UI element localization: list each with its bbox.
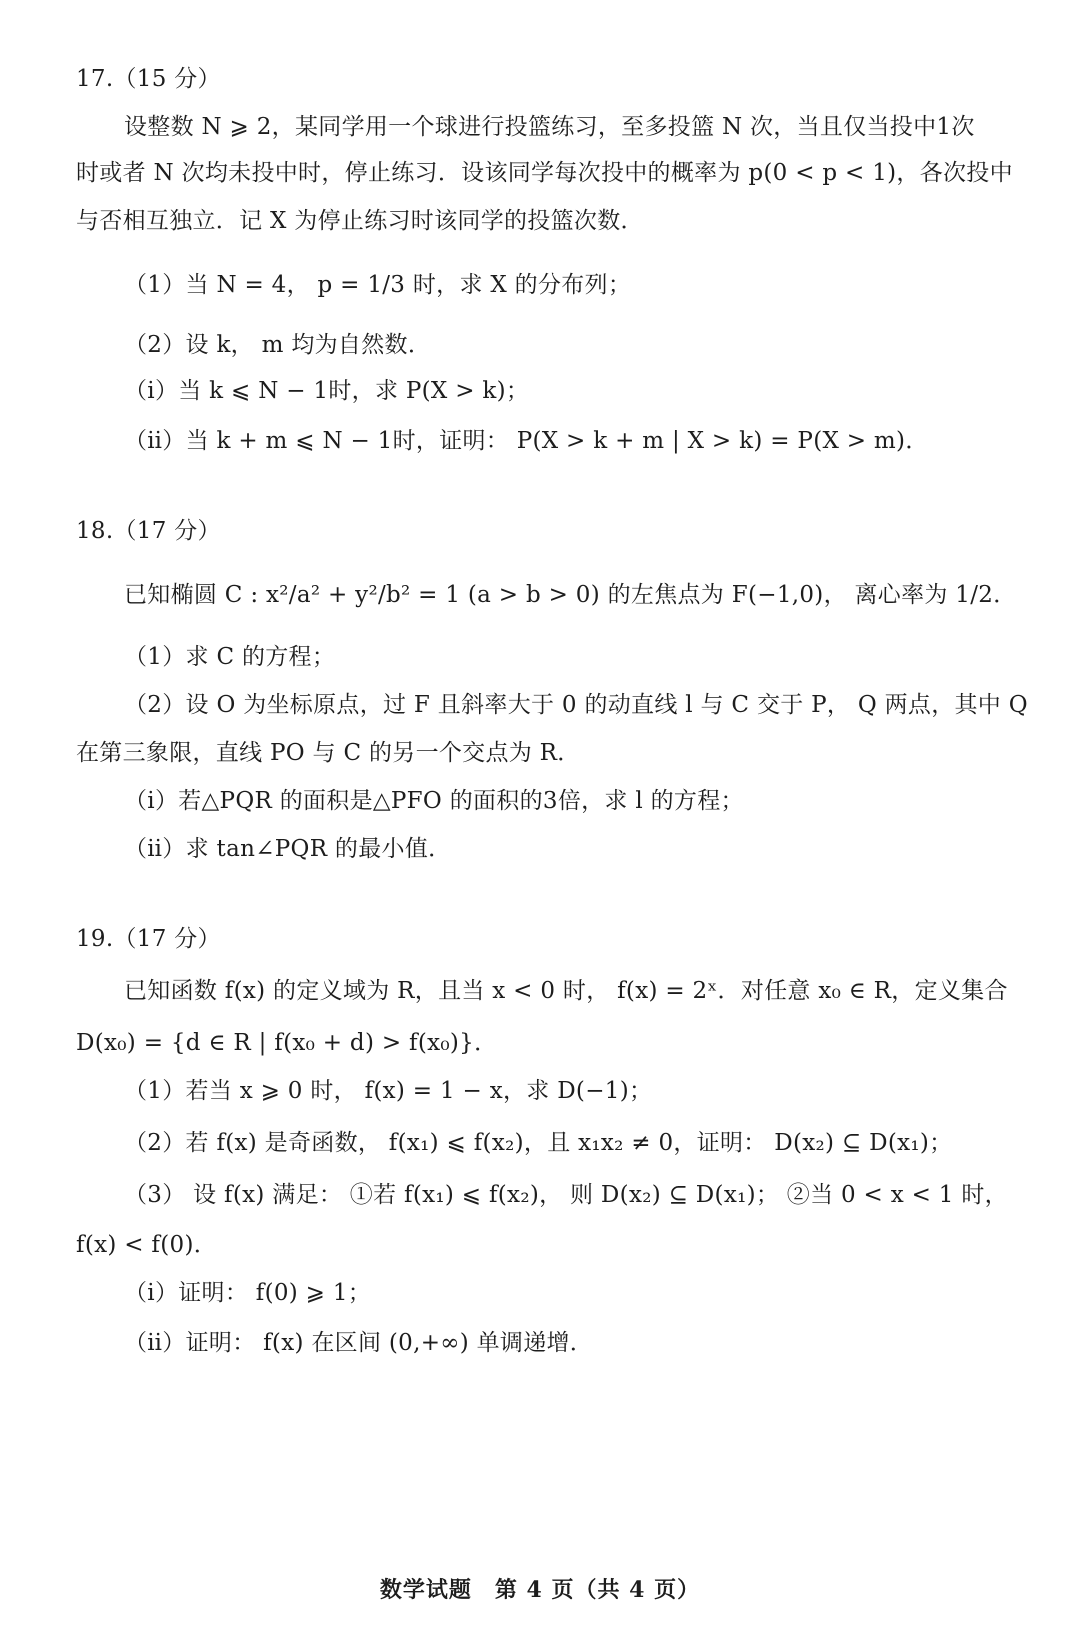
problem-17-part-1: （1）当 N = 4， p = 1/3 时，求 X 的分布列； xyxy=(124,272,632,298)
problem-17-stem-line: 时或者 N 次均未投中时，停止练习．设该同学每次投中的概率为 p(0 < p < 1)，各次投中 xyxy=(76,160,1013,186)
problem-19-part-2: （2）若 f(x) 是奇函数， f(x₁) ⩽ f(x₂)，且 x₁x₂ ≠ 0，证明： D(x₂) ⊆ D(x₁)； xyxy=(124,1130,953,1156)
page-footer: 数学试题 第 4 页（共 4 页） xyxy=(379,1577,701,1603)
problem-19-stem-line: 已知函数 f(x) 的定义域为 R，且当 x < 0 时， f(x) = 2ˣ．对任意 x₀ ∈ R，定义集合 xyxy=(124,978,1008,1004)
problem-19-part-1: （1）若当 x ⩾ 0 时， f(x) = 1 − x，求 D(−1)； xyxy=(124,1078,653,1104)
problem-18-part-1: （1）求 C 的方程； xyxy=(124,644,336,670)
problem-19-part-3-i: （ⅰ）证明： f(0) ⩾ 1； xyxy=(124,1280,372,1306)
problem-17-part-2-i: （ⅰ）当 k ⩽ N − 1时，求 P(X > k)； xyxy=(124,378,530,404)
problem-17-stem-line: 设整数 N ⩾ 2，某同学用一个球进行投篮练习，至多投篮 N 次，当且仅当投中1次 xyxy=(124,114,975,140)
problem-18-part-2-i: （ⅰ）若△PQR 的面积是△PFO 的面积的3倍，求 l 的方程； xyxy=(124,788,744,814)
problem-17-part-2-ii: （ⅱ）当 k + m ⩽ N − 1时，证明： P(X > k + m | X > k) = P(X > m)． xyxy=(124,428,929,454)
problem-19-heading: 19.（17 分） xyxy=(76,926,221,952)
problem-18-stem-line: 已知椭圆 C : x²/a² + y²/b² = 1 (a > b > 0) 的左焦点为 F(−1,0)， 离心率为 1/2． xyxy=(124,582,1017,608)
problem-18-part-2-cont: 在第三象限，直线 PO 与 C 的另一个交点为 R． xyxy=(76,740,581,766)
problem-17-heading: 17.（15 分） xyxy=(76,66,221,92)
problem-18-heading: 18.（17 分） xyxy=(76,518,221,544)
problem-17-part-2: （2）设 k， m 均为自然数． xyxy=(124,332,432,358)
problem-18-part-2-ii: （ⅱ）求 tan∠PQR 的最小值． xyxy=(124,836,452,862)
problem-19-part-3-cont: f(x) < f(0)． xyxy=(76,1232,218,1258)
problem-19-part-3-ii: （ⅱ）证明： f(x) 在区间 (0,+∞) 单调递增． xyxy=(124,1330,594,1356)
problem-18-part-2: （2）设 O 为坐标原点，过 F 且斜率大于 0 的动直线 l 与 C 交于 P， Q 两点，其中 Q xyxy=(124,692,1028,718)
problem-19-part-3: （3） 设 f(x) 满足： ①若 f(x₁) ⩽ f(x₂)， 则 D(x₂) ⊆ D(x₁)； ②当 0 < x < 1 时， xyxy=(124,1182,1008,1208)
problem-17-stem-line: 与否相互独立．记 X 为停止练习时该同学的投篮次数． xyxy=(76,208,644,234)
problem-19-stem-line: D(x₀) = {d ∈ R | f(x₀ + d) > f(x₀)}． xyxy=(76,1030,498,1056)
